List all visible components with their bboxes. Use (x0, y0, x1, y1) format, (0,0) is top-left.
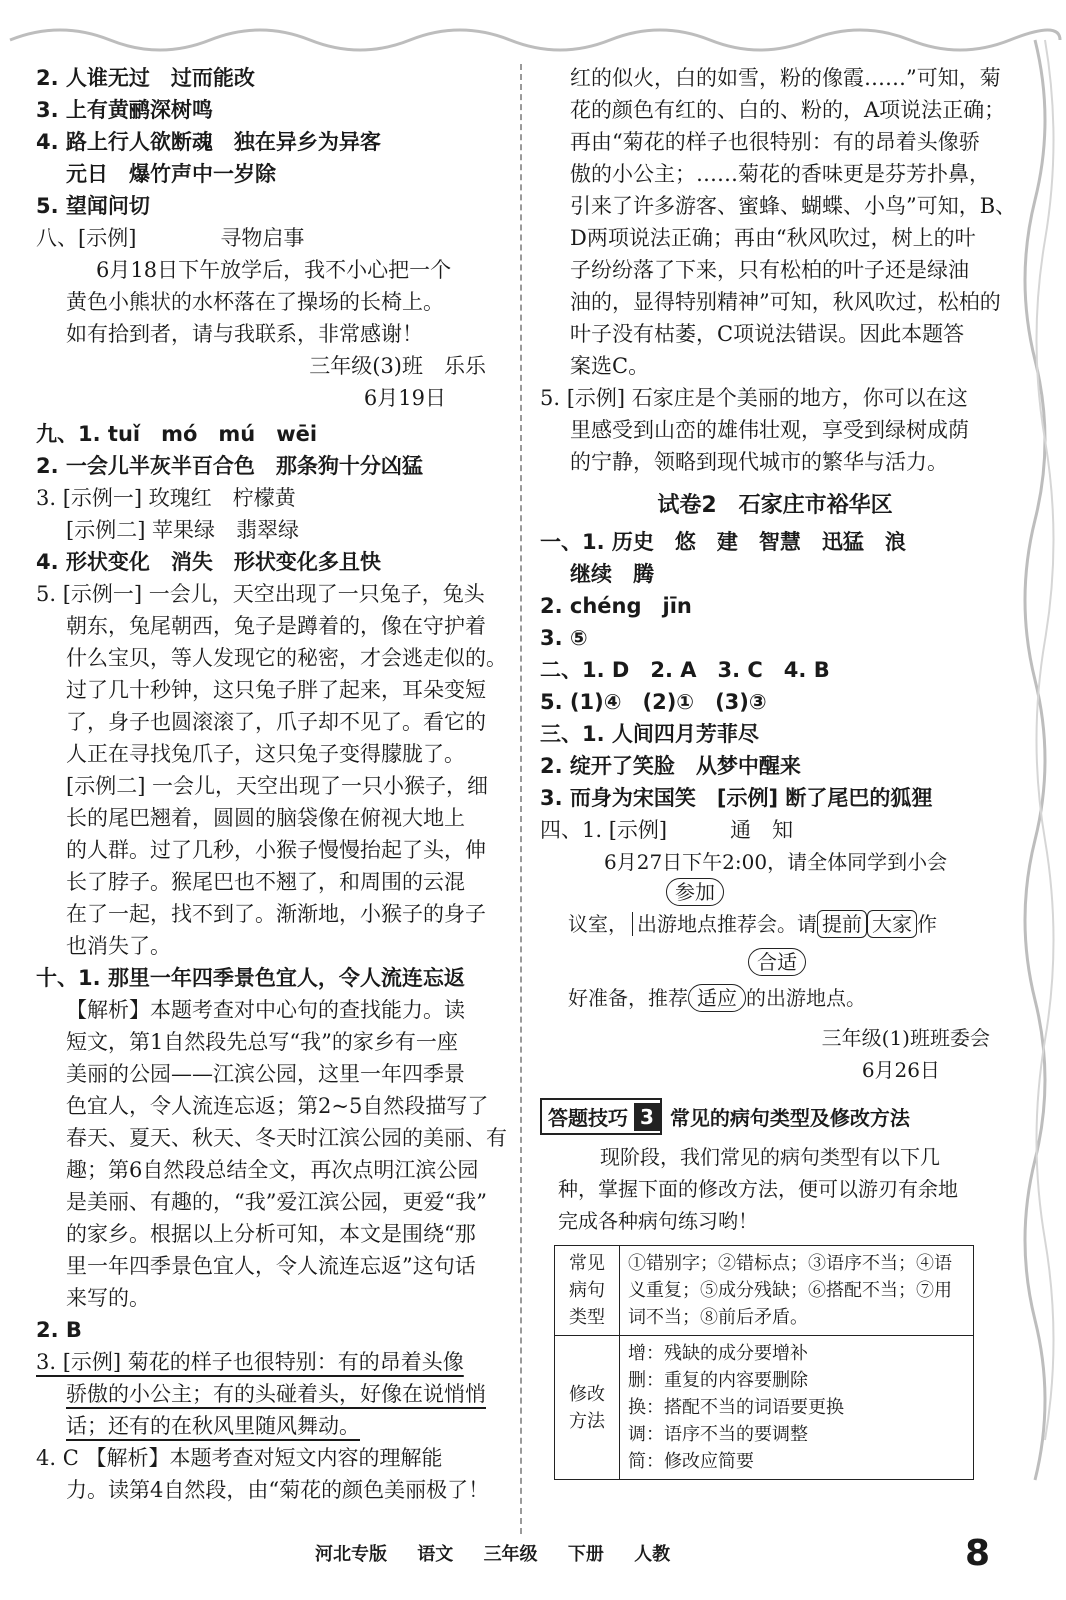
replaced-word: 适应 (688, 984, 746, 1012)
answer-line: 5. (1)④ (2)① (3)③ (540, 690, 767, 714)
page-number: 8 (965, 1533, 991, 1574)
answer-line: 在了一起，找不到了。渐渐地，小猴子的身子 (66, 902, 486, 926)
analysis-line: 再由“菊花的样子也很特别：有的昂着头像骄 (570, 130, 980, 154)
answer-line: 2. B (36, 1318, 82, 1342)
tip-table (554, 1245, 974, 1480)
right-column (540, 62, 1017, 1480)
analysis-line: 趣；第6自然段总结全文，再次点明江滨公园 (66, 1158, 479, 1182)
test-title: 试卷2 石家庄市裕华区 (657, 493, 893, 518)
list-item: 换：搭配不当的词语要更换 (628, 1397, 844, 1418)
tip-intro: 种，掌握下面的修改方法，便可以游刃有余地 (558, 1177, 958, 1201)
analysis-line: 春天、夏天、秋天、冬天时江滨公园的美丽、有 (66, 1126, 507, 1150)
answer-line: 5. [示例] 石家庄是个美丽的地方，你可以在这 (540, 386, 968, 410)
footer-volume: 下册 (567, 1544, 604, 1565)
analysis-line: 花的颜色有红的、白的、粉的，A项说法正确； (570, 98, 1006, 122)
tip-intro: 现阶段，我们常见的病句类型有以下几 (600, 1145, 940, 1169)
analysis-line: 引来了许多游客、蜜蜂、蝴蝶、小鸟”可知，B、 (570, 194, 1017, 218)
footer-region: 河北专版 (315, 1544, 387, 1565)
answer-line: 朝东，兔尾朝西，兔子是蹲着的，像在守护着 (66, 614, 486, 638)
answer-line: [示例二] 一会儿，天空出现了一只小猴子，细 (66, 774, 489, 798)
footer-edition: 人教 (634, 1544, 671, 1565)
tip-title: 常见的病句类型及修改方法 (669, 1106, 910, 1130)
answer-line: 长的尾巴翘着，圆圆的脑袋像在俯视大地上 (66, 806, 465, 830)
corrected-notice (540, 846, 1010, 1086)
answer-line: 2. 一会儿半灰半百合色 那条狗十分凶猛 (36, 454, 423, 478)
notice-line: 6月27日下午2:00，请全体同学到小会 (604, 850, 948, 874)
answer-line: 过了几十秒钟，这只兔子胖了起来，耳朵变短 (66, 678, 486, 702)
footer-subject: 语文 (417, 1544, 454, 1565)
table-cell (620, 1336, 974, 1480)
analysis-line: 红的似火，白的如雪，粉的像霞……”可知，菊 (570, 66, 1001, 90)
footer-grade: 三年级 (483, 1544, 538, 1565)
swap-box: 大家 (867, 910, 917, 938)
answer-line: 4. C 【解析】本题考查对短文内容的理解能 (36, 1446, 443, 1470)
notice-text: 黄色小熊状的水杯落在了操场的长椅上。 (66, 290, 444, 314)
left-column (36, 62, 506, 1506)
analysis-line: 美丽的公园——江滨公园，这里一年四季景 (66, 1062, 465, 1086)
answer-line: 什么宝贝，等人发现它的秘密，才会逃走似的。 (66, 646, 507, 670)
tip-intro: 完成各种病句练习哟！ (558, 1209, 758, 1233)
swap-box: 提前 (817, 910, 867, 938)
analysis-line: D两项说法正确；再由“秋风吹过，树上的叶 (570, 226, 976, 250)
analysis-line: 子纷纷落了下来，只有松柏的叶子还是绿油 (570, 258, 969, 282)
notice-text: 如有拾到者，请与我联系，非常感谢！ (66, 322, 423, 346)
answer-line: 二、1. D 2. A 3. C 4. B (540, 658, 830, 682)
answer-line: 了，身子也圆滚滚了，爪子却不见了。看它的 (66, 710, 486, 734)
table-head: 修改方法 (555, 1336, 620, 1480)
notice-date: 6月19日 (363, 386, 446, 410)
analysis-line: 是美丽、有趣的，“我”爱江滨公园，更爱“我” (66, 1190, 487, 1214)
answer-line: 八、[示例] 寻物启事 (36, 226, 305, 250)
replace-mark: 合适 (748, 948, 806, 976)
answer-line: 的人群。过了几秒，小猴子慢慢抬起了头，伸 (66, 838, 486, 862)
answer-line: 2. 人谁无过 过而能改 (36, 66, 255, 90)
answer-line: 5. [示例一] 一会儿，天空出现了一只兔子，兔头 (36, 582, 485, 606)
list-item: 删：重复的内容要删除 (628, 1370, 808, 1391)
answer-line: 十、1. 那里一年四季景色宜人，令人流连忘返 (36, 966, 465, 990)
analysis-line: 力。读第4自然段，由“菊花的颜色美丽极了！ (66, 1478, 490, 1502)
notice-signature: 三年级(3)班 乐乐 (309, 354, 486, 378)
analysis-line: 短文，第1自然段先总写“我”的家乡有一座 (66, 1030, 458, 1054)
answer-line: 的宁静，领略到现代城市的繁华与活力。 (570, 450, 948, 474)
answer-line: 3. [示例一] 玫瑰红 柠檬黄 (36, 486, 296, 510)
answer-line: 2. chéng jīn (540, 594, 692, 618)
column-divider (520, 64, 522, 1534)
answer-line: 4. 形状变化 消失 形状变化多且快 (36, 550, 381, 574)
answer-line: 人正在寻找兔爪子，这只兔子变得朦胧了。 (66, 742, 465, 766)
answer-line: 3. ⑤ (540, 626, 588, 650)
list-item: 调：语序不当的要调整 (628, 1424, 808, 1445)
answer-line: 一、1. 历史 悠 建 智慧 迅猛 浪 (540, 530, 906, 554)
analysis-line: 傲的小公主；……菊花的香味更是芬芳扑鼻， (570, 162, 990, 186)
answer-line: 三、1. 人间四月芳菲尽 (540, 722, 759, 746)
notice-line: 议室， 出游地点推荐会。请 提前 大家 作 (568, 912, 937, 936)
answer-line: 继续 腾 (570, 562, 654, 586)
notice-signature: 三年级(1)班班委会 (821, 1026, 990, 1050)
answer-line: 5. 望闻问切 (36, 194, 150, 218)
analysis-line: 案选C。 (570, 354, 650, 378)
answer-line: 3. 上有黄鹂深树鸣 (36, 98, 213, 122)
answer-line: 3. [示例] 菊花的样子也很特别：有的昂着头像 (36, 1350, 464, 1374)
answer-line: 也消失了。 (66, 934, 171, 958)
answer-line: 话；还有的在秋风里随风舞动。 (66, 1414, 360, 1438)
answer-line: 骄傲的小公主；有的头碰着头，好像在说悄悄 (66, 1382, 486, 1406)
analysis-line: 的家乡。根据以上分析可知，本文是围绕“那 (66, 1222, 476, 1246)
analysis-line: 来写的。 (66, 1286, 150, 1310)
table-cell: ①错别字；②错标点；③语序不当；④语义重复；⑤成分残缺；⑥搭配不当；⑦用词不当；⑧前后矛盾。 (620, 1246, 974, 1336)
answer-line: 3. 而身为宋国笑 [示例] 断了尾巴的狐狸 (540, 786, 933, 810)
answer-line: 2. 绽开了笑脸 从梦中醒来 (540, 754, 801, 778)
answer-line: 长了脖子。猴尾巴也不翘了，和周围的云混 (66, 870, 465, 894)
answer-line: 4. 路上行人欲断魂 独在异乡为异客 (36, 130, 381, 154)
notice-text: 6月18日下午放学后，我不小心把一个 (96, 258, 452, 282)
tip-header (540, 1098, 1010, 1135)
analysis-line: 油的，显得特别精神”可知，秋风吹过，松柏的 (570, 290, 1001, 314)
table-head: 常见病句类型 (555, 1246, 620, 1336)
analysis-line: 里一年四季景色宜人，令人流连忘返”这句话 (66, 1254, 476, 1278)
analysis-line: 色宜人，令人流连忘返；第2~5自然段描写了 (66, 1094, 489, 1118)
list-item: 简：修改应简要 (628, 1451, 754, 1472)
analysis-line: 叶子没有枯萎，C项说法错误。因此本题答 (570, 322, 965, 346)
notice-line: 好准备，推荐 适应 的出游地点。 (568, 986, 866, 1010)
answer-line: 里感受到山峦的雄伟壮观，享受到绿树成荫 (570, 418, 969, 442)
answer-line: [示例二] 苹果绿 翡翠绿 (66, 518, 300, 542)
analysis-line: 【解析】本题考查对中心句的查找能力。读 (66, 998, 465, 1022)
notice-date: 6月26日 (861, 1058, 940, 1082)
answer-line: 元日 爆竹声中一岁除 (66, 162, 276, 186)
answer-line: 四、1. [示例] 通 知 (540, 818, 794, 842)
insert-mark: 参加 (666, 878, 724, 906)
tip-badge: 答题技巧 3 (540, 1098, 662, 1135)
list-item: 增：残缺的成分要增补 (628, 1343, 808, 1364)
answer-line: 九、1. tuǐ mó mú wēi (36, 422, 318, 446)
footer (315, 1540, 694, 1566)
